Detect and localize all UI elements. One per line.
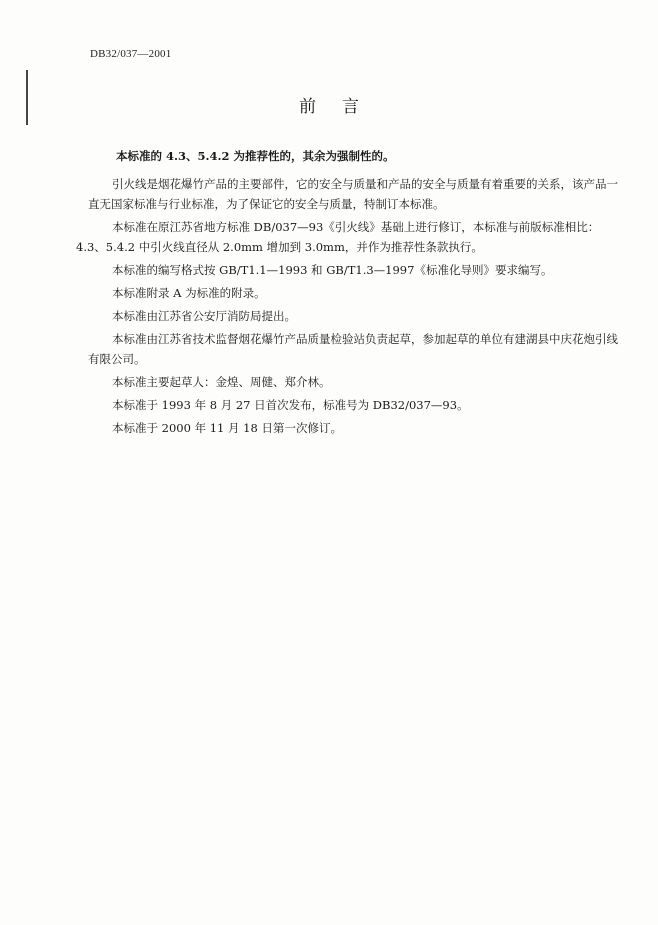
- paragraph-drafter: 本标准由江苏省技术监督烟花爆竹产品质量检验站负责起草，参加起草的单位有建湖县中庆花炮引线有限公司。: [88, 332, 618, 366]
- body-text: [76, 140, 628, 438]
- document-code: DB32/037—2001: [90, 48, 172, 60]
- paragraph-format: 本标准的编写格式按 GB/T1.1—1993 和 GB/T1.3—1997《标准化导则》要求编写。: [112, 263, 553, 277]
- paragraph-first-release: 本标准于 1993 年 8 月 27 日首次发布，标准号为 DB32/037—93。: [112, 398, 469, 412]
- paragraph-revision-change: 4.3、5.4.2 中引火线直径从 2.0mm 增加到 3.0mm，并作为推荐性条款执行。: [76, 240, 483, 254]
- paragraph-purpose: 引火线是烟花爆竹产品的主要部件，它的安全与质量和产品的安全与质量有着重要的关系，该产品一直无国家标准与行业标准，为了保证它的安全与质量，特制订本标准。: [88, 177, 618, 211]
- paragraph-proposer: 本标准由江苏省公安厅消防局提出。: [112, 309, 296, 323]
- paragraph-revision-basis: 本标准在原江苏省地方标准 DB/037—93《引火线》基础上进行修订，本标准与前版标准相比：: [112, 220, 600, 234]
- paragraph-normative-note: 本标准的 4.3、5.4.2 为推荐性的，其余为强制性的。: [116, 149, 395, 163]
- paragraph-revision-date: 本标准于 2000 年 11 月 18 日第一次修订。: [112, 421, 342, 435]
- paragraph-authors: 本标准主要起草人：金煌、周健、郑介林。: [112, 375, 331, 389]
- paragraph-appendix: 本标准附录 A 为标准的附录。: [112, 286, 266, 300]
- page-title: 前言: [299, 97, 385, 117]
